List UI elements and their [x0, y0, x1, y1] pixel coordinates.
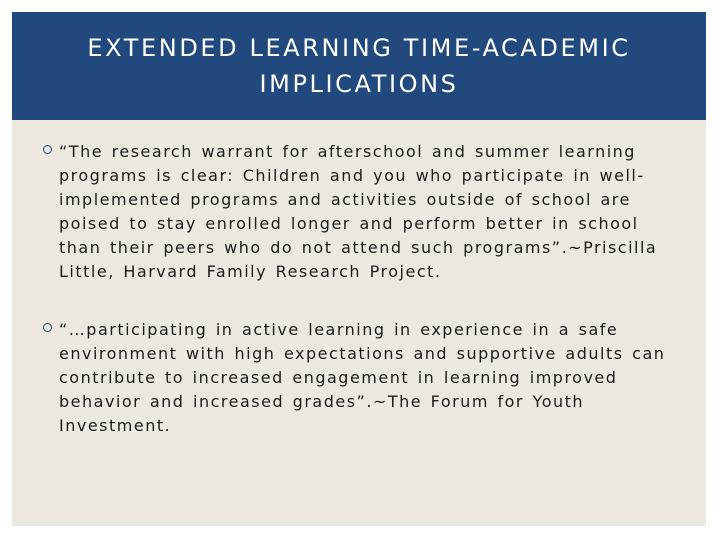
circle-bullet-icon: [43, 145, 52, 154]
circle-bullet-icon: [43, 323, 52, 332]
bullet-item: [12, 318, 682, 438]
bullet-text: “The research warrant for afterschool and summer learning programs is clear: Children and you who participate in well-implemented programs and activities outside of school are poised to stay enrolled longer and perform better in school than their peers who do not attend such programs”.~Priscilla Little, Harvard Family Research Project.: [59, 142, 658, 281]
slide: [12, 12, 706, 526]
bullet-text: “…participating in active learning in experience in a safe environment with high expectations and supportive adults can contribute to increased engagement in learning improved behavior and increased grades”.~The Forum for Youth Investment.: [59, 320, 666, 435]
slide-title: EXTENDED LEARNING TIME-ACADEMIC IMPLICATIONS: [87, 34, 631, 98]
bullet-item: [12, 140, 682, 284]
title-bar: [12, 12, 706, 120]
slide-content: [12, 120, 706, 526]
